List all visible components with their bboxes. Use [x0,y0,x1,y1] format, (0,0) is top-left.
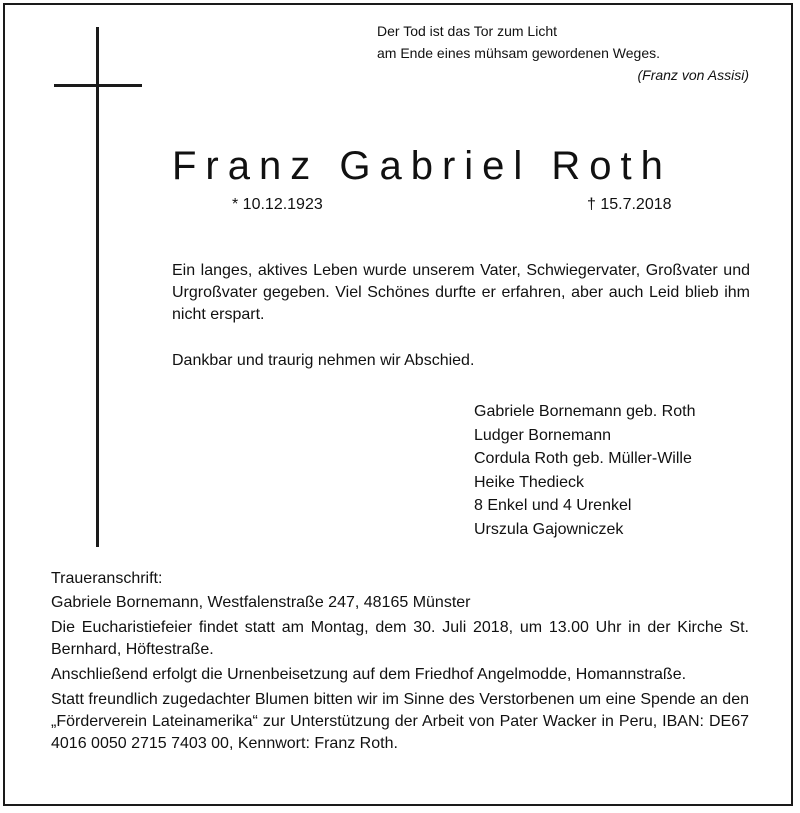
footer-info [51,568,749,758]
quote-author: (Franz von Assisi) [637,67,749,83]
mourner-name: 8 Enkel und 4 Urenkel [474,497,632,514]
mass-info: Die Eucharistiefeier findet statt am Montag, dem 30. Juli 2018, um 13.00 Uhr in der Kirche St. Bernhard, Höftestraße. [51,619,749,658]
quote-block [377,20,749,86]
quote-line: am Ende eines mühsam gewordenen Weges. [377,45,661,61]
donation-info: Statt freundlich zugedachter Blumen bitten wir im Sinne des Verstorbenen um eine Spende an den „Förderverein Lateinamerika“ zur Unterstützung der Arbeit von Pater Wacker in Peru, IBAN: DE67 4016 0050 2715 7403 00, Kennwort: Franz Roth. [51,691,749,752]
birth-date: * 10.12.1923 [232,196,323,213]
address-label: Traueranschrift: [51,570,163,587]
mourner-name: Cordula Roth geb. Müller-Wille [474,450,692,467]
cross-icon [96,27,99,547]
burial-info: Anschließend erfolgt die Urnenbeisetzung auf dem Friedhof Angelmodde, Homannstraße. [51,666,687,683]
cross-icon-bar [54,84,142,87]
mourning-address: Gabriele Bornemann, Westfalenstraße 247, 48165 Münster [51,594,471,611]
intro-paragraph: Ein langes, aktives Leben wurde unserem Vater, Schwiegervater, Großvater und Urgroßvater gegeben. Viel Schönes durfte er erfahren, aber auch Leid blieb ihm nicht erspart. [172,262,750,323]
deceased-name: Franz Gabriel Roth [172,144,672,188]
mourners-list [474,400,774,541]
death-date: † 15.7.2018 [587,196,672,213]
quote-line: Der Tod ist das Tor zum Licht [377,23,558,39]
mourner-name: Gabriele Bornemann geb. Roth [474,403,696,420]
mourner-name: Urszula Gajowniczek [474,520,624,538]
farewell-text: Dankbar und traurig nehmen wir Abschied. [172,352,475,369]
mourner-name: Heike Thedieck [474,473,584,491]
mourner-name: Ludger Bornemann [474,426,611,444]
